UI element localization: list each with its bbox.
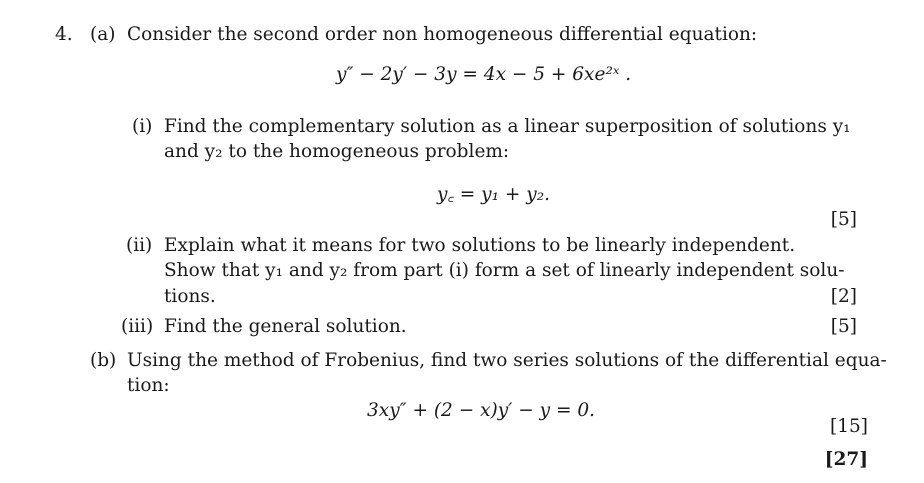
sub-ii-line2: Show that y₁ and y₂ from part (i) form a set of linearly independent solu- xyxy=(164,260,845,281)
sub-ii-label: (ii) xyxy=(126,235,153,256)
sub-ii-marks: [2] xyxy=(830,286,857,307)
sub-ii-line3: tions. xyxy=(164,286,216,307)
sub-i-marks: [5] xyxy=(830,209,857,230)
part-b-line2: tion: xyxy=(127,375,170,396)
sub-ii-line1: Explain what it means for two solutions to be linearly independent. xyxy=(164,235,796,256)
question-number: 4. xyxy=(55,24,73,45)
total-marks: [27] xyxy=(824,449,868,470)
sub-i-line2: and y₂ to the homogeneous problem: xyxy=(164,141,510,162)
sub-iii-label: (iii) xyxy=(121,316,154,337)
part-b-label: (b) xyxy=(90,350,117,371)
part-a-equation: y″ − 2y′ − 3y = 4x − 5 + 6xe²ˣ . xyxy=(336,64,632,85)
part-b-marks: [15] xyxy=(830,416,868,437)
part-a-intro: Consider the second order non homogeneous differential equation: xyxy=(127,24,758,45)
part-b-equation: 3xy″ + (2 − x)y′ − y = 0. xyxy=(367,400,596,421)
sub-i-label: (i) xyxy=(132,116,153,137)
part-b-line1: Using the method of Frobenius, find two series solutions of the differential equa- xyxy=(127,350,887,371)
sub-iii-text: Find the general solution. xyxy=(164,316,407,337)
sub-iii-marks: [5] xyxy=(830,316,857,337)
part-a-label: (a) xyxy=(90,24,116,45)
sub-i-equation: y꜀ = y₁ + y₂. xyxy=(437,184,550,205)
sub-i-line1: Find the complementary solution as a linear superposition of solutions y₁ xyxy=(164,116,851,137)
